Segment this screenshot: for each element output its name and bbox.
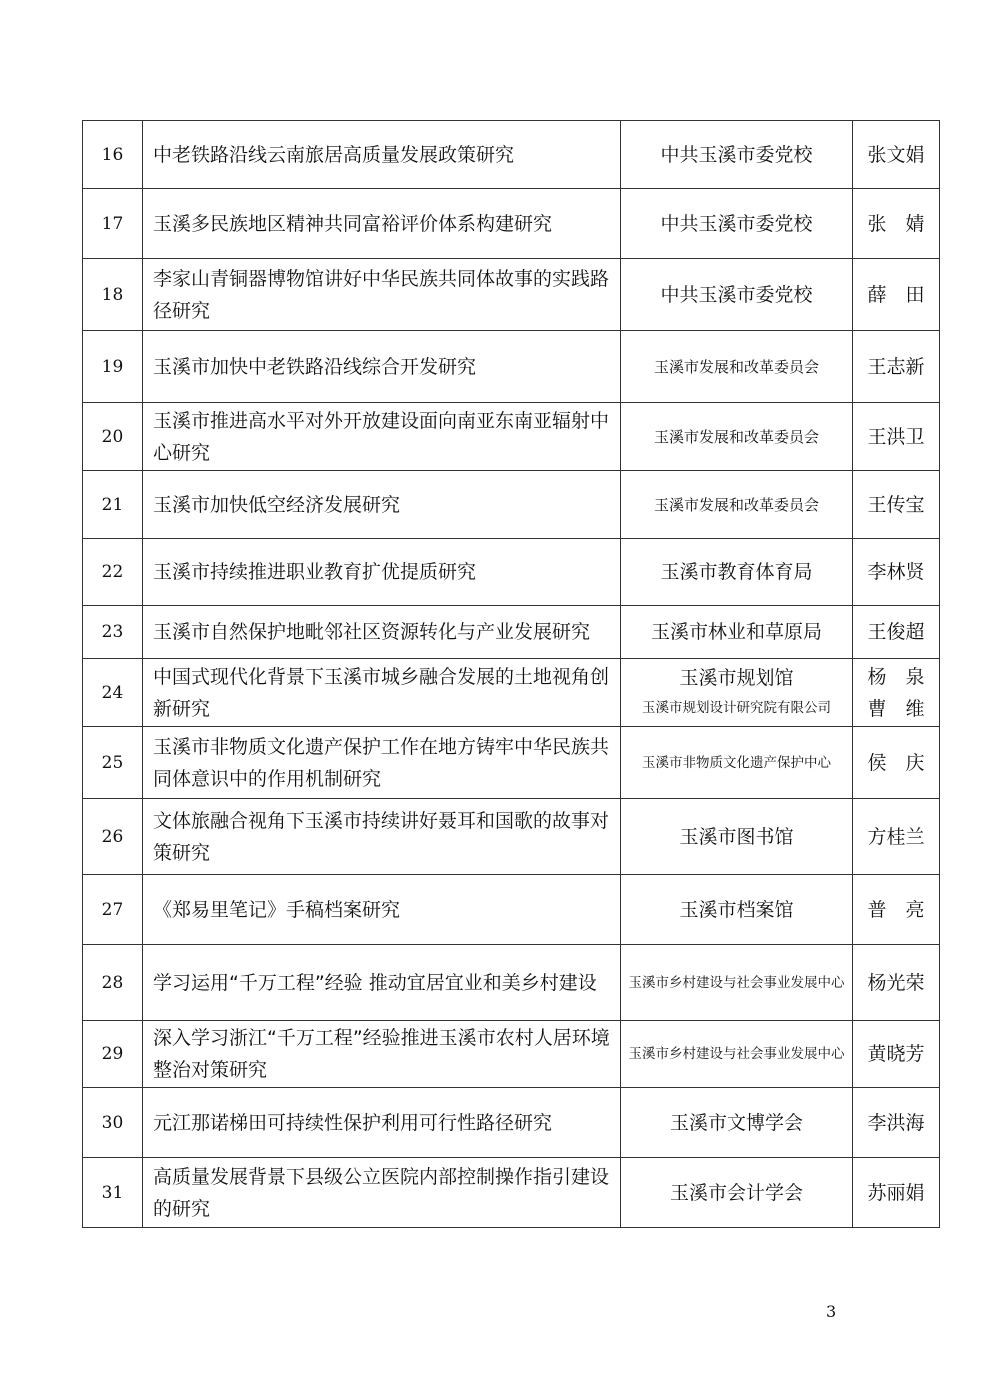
unit-name: 玉溪市发展和改革委员会 (653, 495, 819, 514)
responsible-unit (621, 121, 853, 189)
leader-name: 王洪卫 (867, 425, 925, 448)
table-row (83, 945, 940, 1021)
project-title: 玉溪市加快中老铁路沿线综合开发研究 (143, 331, 621, 403)
responsible-unit (621, 259, 853, 331)
unit-name: 中共玉溪市委党校 (660, 143, 813, 166)
project-leader (853, 121, 940, 189)
responsible-unit (621, 331, 853, 403)
responsible-unit (621, 606, 853, 659)
table-row (83, 659, 940, 727)
project-title: 玉溪市非物质文化遗产保护工作在地方铸牢中华民族共同体意识中的作用机制研究 (143, 727, 621, 799)
table-row (83, 875, 940, 945)
table-row (83, 189, 940, 259)
table-body (83, 121, 940, 1228)
project-title: 中国式现代化背景下玉溪市城乡融合发展的土地视角创新研究 (143, 659, 621, 727)
table-row (83, 1158, 940, 1228)
table-row (83, 727, 940, 799)
project-leader (853, 1158, 940, 1228)
project-leader (853, 539, 940, 606)
responsible-unit (621, 189, 853, 259)
responsible-unit (621, 539, 853, 606)
table-row (83, 1088, 940, 1158)
unit-name: 玉溪市发展和改革委员会 (653, 427, 819, 446)
row-number: 23 (83, 606, 143, 659)
leader-name: 普 亮 (867, 898, 925, 921)
unit-name: 中共玉溪市委党校 (660, 212, 813, 235)
project-title: 《郑易里笔记》手稿档案研究 (143, 875, 621, 945)
project-leader (853, 331, 940, 403)
row-number: 22 (83, 539, 143, 606)
project-leader (853, 1088, 940, 1158)
table-row (83, 471, 940, 539)
leader-name: 王志新 (867, 355, 925, 378)
project-title: 文体旅融合视角下玉溪市持续讲好聂耳和国歌的故事对策研究 (143, 799, 621, 875)
table-row (83, 606, 940, 659)
table-row (83, 403, 940, 471)
leader-name: 侯 庆 (867, 751, 925, 774)
row-number: 16 (83, 121, 143, 189)
unit-name: 中共玉溪市委党校 (660, 283, 813, 306)
research-projects-table (82, 120, 940, 1228)
leader-name: 张 婧 (867, 212, 925, 235)
leader-name: 曹 维 (867, 697, 925, 720)
unit-name: 玉溪市会计学会 (669, 1181, 803, 1204)
project-title: 高质量发展背景下县级公立医院内部控制操作指引建设的研究 (143, 1158, 621, 1228)
unit-name: 玉溪市乡村建设与社会事业发展中心 (628, 974, 845, 991)
table-row (83, 259, 940, 331)
table-row (83, 799, 940, 875)
project-leader (853, 259, 940, 331)
project-title: 深入学习浙江“千万工程”经验推进玉溪市农村人居环境整治对策研究 (143, 1021, 621, 1088)
project-title: 学习运用“千万工程”经验 推动宜居宜业和美乡村建设 (143, 945, 621, 1021)
leader-name: 李林贤 (867, 561, 925, 583)
project-leader (853, 471, 940, 539)
row-number: 19 (83, 331, 143, 403)
page-number: 3 (826, 1302, 837, 1321)
responsible-unit (621, 727, 853, 799)
responsible-unit (621, 1088, 853, 1158)
table-row (83, 539, 940, 606)
row-number: 20 (83, 403, 143, 471)
project-title: 玉溪多民族地区精神共同富裕评价体系构建研究 (143, 189, 621, 259)
project-title: 元江那诺梯田可持续性保护利用可行性路径研究 (143, 1088, 621, 1158)
project-leader (853, 875, 940, 945)
row-number: 29 (83, 1021, 143, 1088)
row-number: 17 (83, 189, 143, 259)
unit-name: 玉溪市规划馆 (679, 666, 794, 689)
leader-name: 李洪海 (867, 1111, 925, 1134)
responsible-unit (621, 471, 853, 539)
row-number: 31 (83, 1158, 143, 1228)
project-title: 玉溪市自然保护地毗邻社区资源转化与产业发展研究 (143, 606, 621, 659)
leader-name: 杨 泉 (867, 665, 925, 688)
project-leader (853, 403, 940, 471)
table-row (83, 121, 940, 189)
project-leader (853, 799, 940, 875)
unit-name: 玉溪市规划设计研究院有限公司 (642, 699, 831, 716)
leader-name: 黄晓芳 (867, 1043, 925, 1065)
unit-name: 玉溪市非物质文化遗产保护中心 (642, 754, 831, 771)
responsible-unit (621, 799, 853, 875)
leader-name: 方桂兰 (867, 825, 925, 848)
row-number: 21 (83, 471, 143, 539)
unit-name: 玉溪市档案馆 (679, 898, 794, 921)
table-row (83, 1021, 940, 1088)
leader-name: 薛 田 (867, 283, 925, 306)
project-leader (853, 659, 940, 727)
unit-name: 玉溪市图书馆 (679, 825, 794, 848)
row-number: 24 (83, 659, 143, 727)
project-leader (853, 606, 940, 659)
unit-name: 玉溪市发展和改革委员会 (653, 357, 819, 376)
unit-name: 玉溪市教育体育局 (660, 561, 813, 583)
leader-name: 苏丽娟 (867, 1181, 925, 1204)
unit-name: 玉溪市林业和草原局 (650, 621, 822, 643)
responsible-unit (621, 1021, 853, 1088)
unit-name: 玉溪市乡村建设与社会事业发展中心 (628, 1046, 845, 1062)
project-title: 中老铁路沿线云南旅居高质量发展政策研究 (143, 121, 621, 189)
row-number: 28 (83, 945, 143, 1021)
project-leader (853, 189, 940, 259)
row-number: 25 (83, 727, 143, 799)
project-title: 玉溪市推进高水平对外开放建设面向南亚东南亚辐射中心研究 (143, 403, 621, 471)
project-leader (853, 1021, 940, 1088)
leader-name: 王传宝 (867, 493, 925, 516)
project-title: 玉溪市加快低空经济发展研究 (143, 471, 621, 539)
project-title: 玉溪市持续推进职业教育扩优提质研究 (143, 539, 621, 606)
responsible-unit (621, 659, 853, 727)
unit-name: 玉溪市文博学会 (669, 1111, 803, 1134)
responsible-unit (621, 875, 853, 945)
row-number: 30 (83, 1088, 143, 1158)
leader-name: 张文娟 (867, 143, 925, 166)
row-number: 18 (83, 259, 143, 331)
leader-name: 王俊超 (867, 621, 925, 643)
row-number: 27 (83, 875, 143, 945)
project-leader (853, 727, 940, 799)
leader-name: 杨光荣 (867, 971, 925, 994)
responsible-unit (621, 403, 853, 471)
responsible-unit (621, 945, 853, 1021)
responsible-unit (621, 1158, 853, 1228)
table-row (83, 331, 940, 403)
row-number: 26 (83, 799, 143, 875)
project-leader (853, 945, 940, 1021)
project-title: 李家山青铜器博物馆讲好中华民族共同体故事的实践路径研究 (143, 259, 621, 331)
